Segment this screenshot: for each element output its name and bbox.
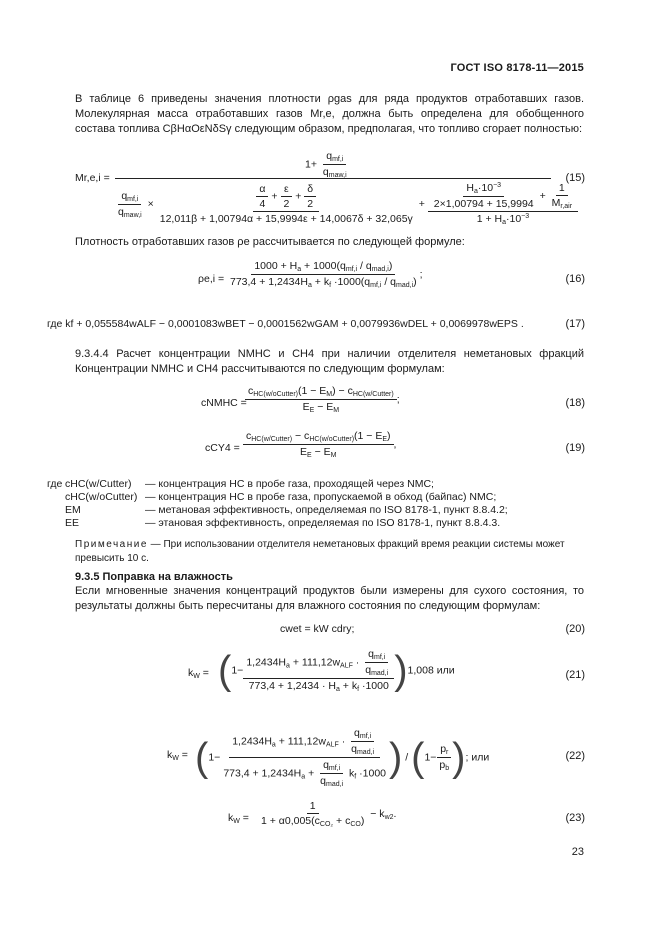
humidity-paragraph (75, 584, 584, 614)
eq18-fraction: $\frac{c_{HC(w/oCutter)}(1 - E_M) - c_{HC(w/Cutter)}}{E_E - E_M}$ ; (245, 385, 400, 414)
eq15-numerator: 1+ $\frac{q_{mf,i}}{q_{maw,i}}$ (305, 150, 347, 179)
eq23-number: (23) (565, 812, 585, 824)
eq17-text: где kf + 0,055584wALF − 0,0001083wBET − 0,0001562wGAM + 0,0079936wDEL + 0,0069978wEPS . (47, 318, 524, 330)
eq21-body: (1− $1,2434H_a + 111,12w_{ALF}$ · $\frac{q_{mf,i}}{q_{mad,i}}$ $773,4 + 1,2434 \cdot H_a + k_f \cdot 1000$ )1,008 или (218, 648, 455, 693)
equation-21: $k_W$ = (1− $1,2434H_a + 111,12w_{ALF}$ · $\frac{q_{mf,i}}{q_{mad,i}}$ $773,4 + 1,2434 \cdot H_a + k_f \cdot 1000$ )1,008 или (21) (188, 648, 585, 693)
definition-symbol: cHC(w/oCutter) (65, 491, 138, 503)
eq20-text: cwet = kW cdry; (280, 623, 355, 635)
eq15-denominator: $\frac{q_{mf,i}}{q_{maw,i}}$ × $\frac{\alpha}{4}$ + $\frac{\varepsilon}{2}$ + $\frac{\delta}{2}$ 12,011β + 1,00794α + 15,9994ε + 14,0067δ + 32,065γ + $\frac{H_a\cdot 10^{-3}}{2\times 1,00794 + 15,9994}$ + $\frac{1}{M_{r,air}}$ $1 + H_a\cdot 10^{-3}$ (115, 182, 578, 226)
document-id: ГОСТ ISO 8178-11—2015 (450, 62, 584, 74)
definition-text: — концентрация НС в пробе газа, пропускаемой в обход (байпас) NMC; (145, 491, 497, 503)
eq21-tail: 1,008 или (407, 664, 455, 677)
definition-text: — концентрация НС в пробе газа, проходящей через NMC; (145, 478, 434, 490)
note (75, 538, 584, 566)
eq16-fraction: $\frac{1000 + H_a + 1000(q_{mf,i} / q_{mad,i})}{773,4 + 1,2434H_a + k_f \cdot 1000(q_{mf,i} / q_{mad,i})}$ ; (230, 260, 423, 289)
definition-symbol: cHC(w/Cutter) (65, 478, 132, 490)
equation-23: $k_W$ = $\frac{1}{1 + \alpha 0,005(c_{CO_2} + c_{CO})}$ − $k_{w2}$. (23) (228, 800, 585, 828)
eq22-number: (22) (565, 750, 585, 762)
humidity-paragraph-text: Если мгновенные значения концентраций продуктов были измерены для сухого состояния, то результаты должны быть пересчитаны для влажного состояния по следующим формулам: (75, 585, 584, 612)
intro-paragraph-text: В таблице 6 приведены значения плотности ρgas для ряда продуктов отработавших газов. Молекулярная масса отработавших газов Mr,e, должна быть определена для обобщенного состава топлива CβHαOεNδSγ следующим образом, предполагая, что топливо сгорает полностью: (75, 93, 584, 135)
eq18-lhs: cNMHC = (201, 397, 247, 409)
eq22-tail: ; или (465, 751, 490, 764)
where-label: где (47, 478, 63, 490)
eq15-lhs: Mr,e,i = (75, 172, 110, 184)
eq21-number: (21) (565, 669, 585, 681)
equation-18 (75, 385, 585, 421)
note-label: Примечание (75, 539, 148, 550)
section-heading: 9.3.5 Поправка на влажность (75, 571, 233, 583)
definition-symbol: EE (65, 517, 80, 529)
equation-22: $k_W$ = (1− $1,2434H_a + 111,12w_{ALF}$ · $\frac{q_{mf,i}}{q_{mad,i}}$ $773,4 + 1,2434H_a$ + $\frac{q_{mf,i}}{q_{mad,i}}$ $k_f \cdot 1000$ ) / (1− $\frac{p_r}{p_b}$ ); или (22) (167, 727, 585, 788)
nmhc-paragraph (75, 347, 584, 377)
eq16-number: (16) (565, 273, 585, 285)
density-paragraph-text: Плотность отработавших газов ρe рассчитывается по следующей формуле: (75, 236, 465, 248)
eq17-number: (17) (565, 318, 585, 330)
page-number: 23 (571, 846, 584, 858)
equation-15 (75, 150, 585, 230)
intro-paragraph (75, 92, 584, 137)
eq23-body: $\frac{1}{1 + \alpha 0,005(c_{CO_2} + c_{CO})}$ − $k_{w2}$. (261, 800, 397, 828)
note-text: — При использовании отделителя неметановых фракций время реакции системы может превысить 10 с. (75, 539, 565, 564)
eq22-body: (1− $1,2434H_a + 111,12w_{ALF}$ · $\frac{q_{mf,i}}{q_{mad,i}}$ $773,4 + 1,2434H_a$ + $\frac{q_{mf,i}}{q_{mad,i}}$ $k_f \cdot 1000$ ) / (1− $\frac{p_r}{p_b}$ ); или (195, 727, 490, 788)
eq16-lhs: ρe,i = (198, 273, 225, 285)
eq15-number: (15) (565, 172, 585, 184)
equation-19 (75, 430, 585, 466)
definition-symbol: EM (65, 504, 81, 516)
eq19-lhs: cCY4 = (205, 442, 240, 454)
definition-text: — этановая эффективность, определяемая по ISO 8178-1, пункт 8.8.4.3. (145, 517, 501, 529)
eq20-number: (20) (565, 623, 585, 635)
eq18-number: (18) (565, 397, 585, 409)
equation-17 (47, 318, 585, 330)
equation-16 (75, 260, 585, 300)
eq19-number: (19) (565, 442, 585, 454)
eq19-fraction: $\frac{c_{HC(w/Cutter)} - c_{HC(w/oCutter)}(1 - E_E)}{E_E - E_M}$ , (243, 430, 396, 459)
definitions-list (65, 478, 585, 532)
density-paragraph (75, 235, 584, 250)
nmhc-paragraph-text: 9.3.4.4 Расчет концентрации NMHC и CH4 при наличии отделителя неметановых фракций Концентрации NMHC и CH4 рассчитываются по следующим формулам: (75, 348, 584, 375)
definition-text: — метановая эффективность, определяемая по ISO 8178-1, пункт 8.8.4.2; (145, 504, 508, 516)
